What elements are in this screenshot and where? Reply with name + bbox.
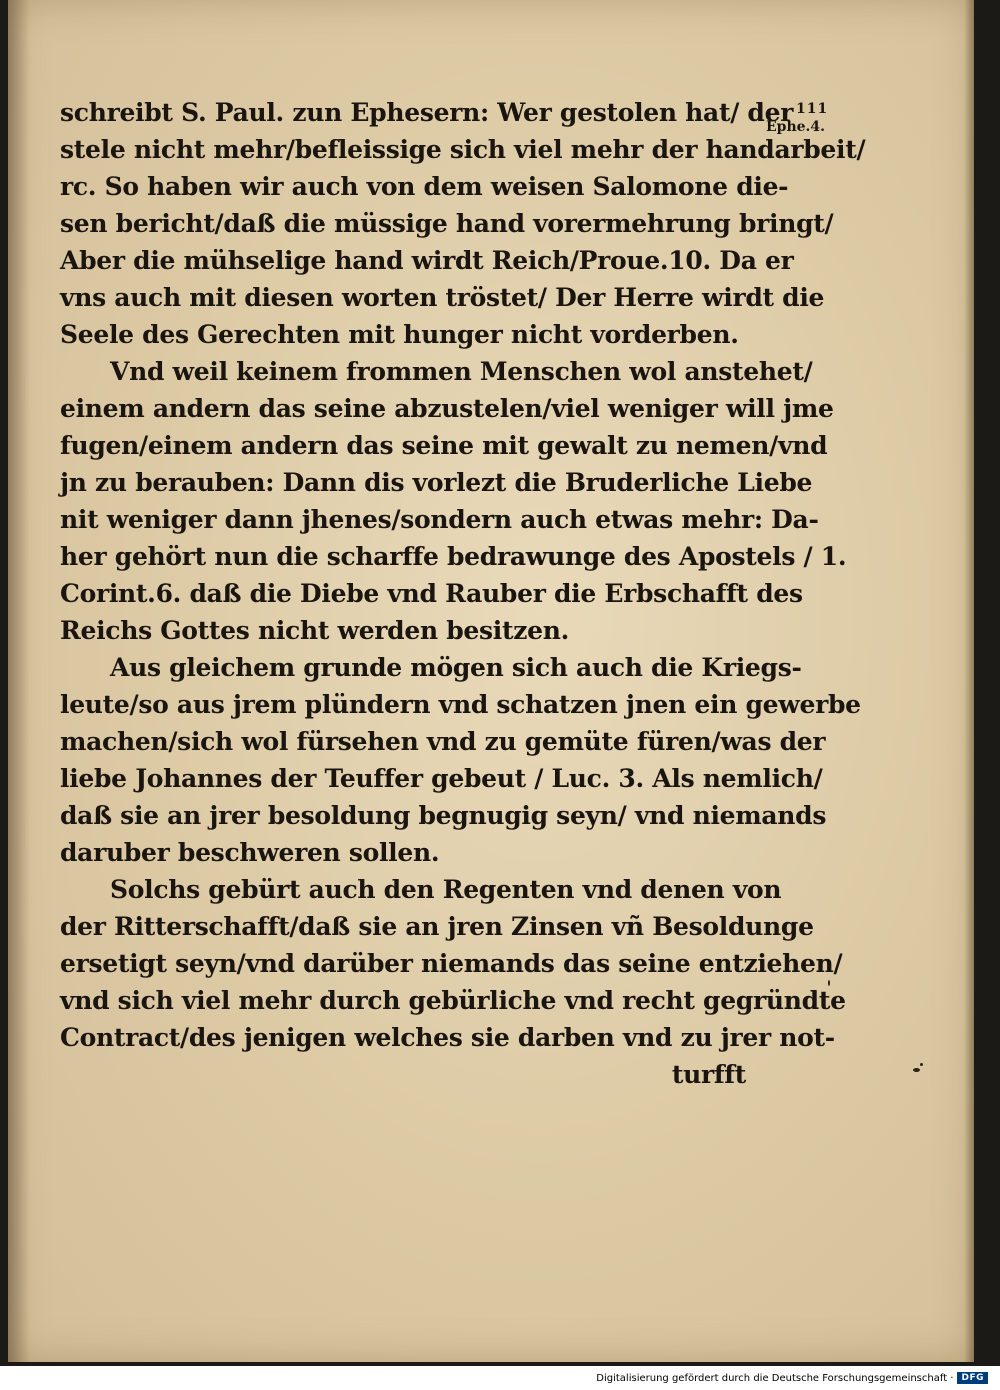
text-line: nit weniger dann jhenes/sondern auch etwas mehr: Da- bbox=[60, 505, 819, 534]
footer-text: Digitalisierung gefördert durch die Deutsche Forschungsgemeinschaft · bbox=[596, 1372, 954, 1384]
footer-credit bbox=[596, 1369, 988, 1387]
text-line: Corint.6. daß die Diebe vnd Rauber die Erbschafft des bbox=[60, 579, 803, 608]
text-line: leute/so aus jrem plündern vnd schatzen jnen ein gewerbe bbox=[60, 690, 861, 719]
text-line: vnd sich viel mehr durch gebürliche vnd recht gegründte bbox=[60, 986, 846, 1015]
text-line: Aber die mühselige hand wirdt Reich/Proue.10. Da er bbox=[60, 246, 794, 275]
book-page bbox=[8, 0, 974, 1362]
text-line: stele nicht mehr/befleissige sich viel mehr der handarbeit/ bbox=[60, 135, 866, 164]
text-line: sen bericht/daß die müssige hand vorermehrung bringt/ bbox=[60, 209, 834, 238]
text-line: fugen/einem andern das seine mit gewalt zu nemen/vnd bbox=[60, 431, 828, 460]
gutter-shadow bbox=[8, 0, 30, 1362]
text-line: her gehört nun die scharffe bedrawunge des Apostels / 1. bbox=[60, 542, 847, 571]
ink-speck bbox=[828, 980, 830, 986]
page-edge-shadow bbox=[964, 0, 974, 1362]
signature-mark: 111 bbox=[796, 101, 829, 117]
text-line: rc. So haben wir auch von dem weisen Salomone die- bbox=[60, 172, 789, 201]
marginal-reference: Ephe.4. bbox=[766, 119, 826, 135]
text-line: Contract/des jenigen welches sie darben vnd zu jrer not- bbox=[60, 1023, 835, 1052]
text-line: schreibt S. Paul. zun Ephesern: Wer gestolen hat/ der bbox=[60, 98, 794, 127]
text-line: Solchs gebürt auch den Regenten vnd denen von bbox=[110, 875, 782, 904]
text-line: daruber beschweren sollen. bbox=[60, 838, 440, 867]
text-line: machen/sich wol fürsehen vnd zu gemüte füren/was der bbox=[60, 727, 826, 756]
text-line: ersetigt seyn/vnd darüber niemands das seine entziehen/ bbox=[60, 949, 843, 978]
text-line: liebe Johannes der Teuffer gebeut / Luc. 3. Als nemlich/ bbox=[60, 764, 823, 793]
text-line: Vnd weil keinem frommen Menschen wol anstehet/ bbox=[110, 357, 813, 386]
text-line: jn zu berauben: Dann dis vorlezt die Bruderliche Liebe bbox=[60, 468, 813, 497]
text-line: Reichs Gottes nicht werden besitzen. bbox=[60, 616, 570, 645]
catchword: turfft bbox=[671, 1060, 746, 1089]
text-line: daß sie an jrer besoldung begnugig seyn/ vnd niemands bbox=[60, 801, 827, 830]
text-line: der Ritterschafft/daß sie an jren Zinsen vñ Besoldunge bbox=[60, 912, 814, 941]
text-line: vns auch mit diesen worten tröstet/ Der Herre wirdt die bbox=[60, 283, 825, 312]
text-line: einem andern das seine abzustelen/viel weniger will jme bbox=[60, 394, 834, 423]
text-line: Aus gleichem grunde mögen sich auch die Kriegs- bbox=[110, 653, 802, 682]
ink-speck bbox=[920, 1063, 923, 1066]
text-line: Seele des Gerechten mit hunger nicht vorderben. bbox=[60, 320, 739, 349]
dfg-logo: DFG bbox=[957, 1372, 988, 1384]
ink-speck bbox=[913, 1068, 920, 1072]
